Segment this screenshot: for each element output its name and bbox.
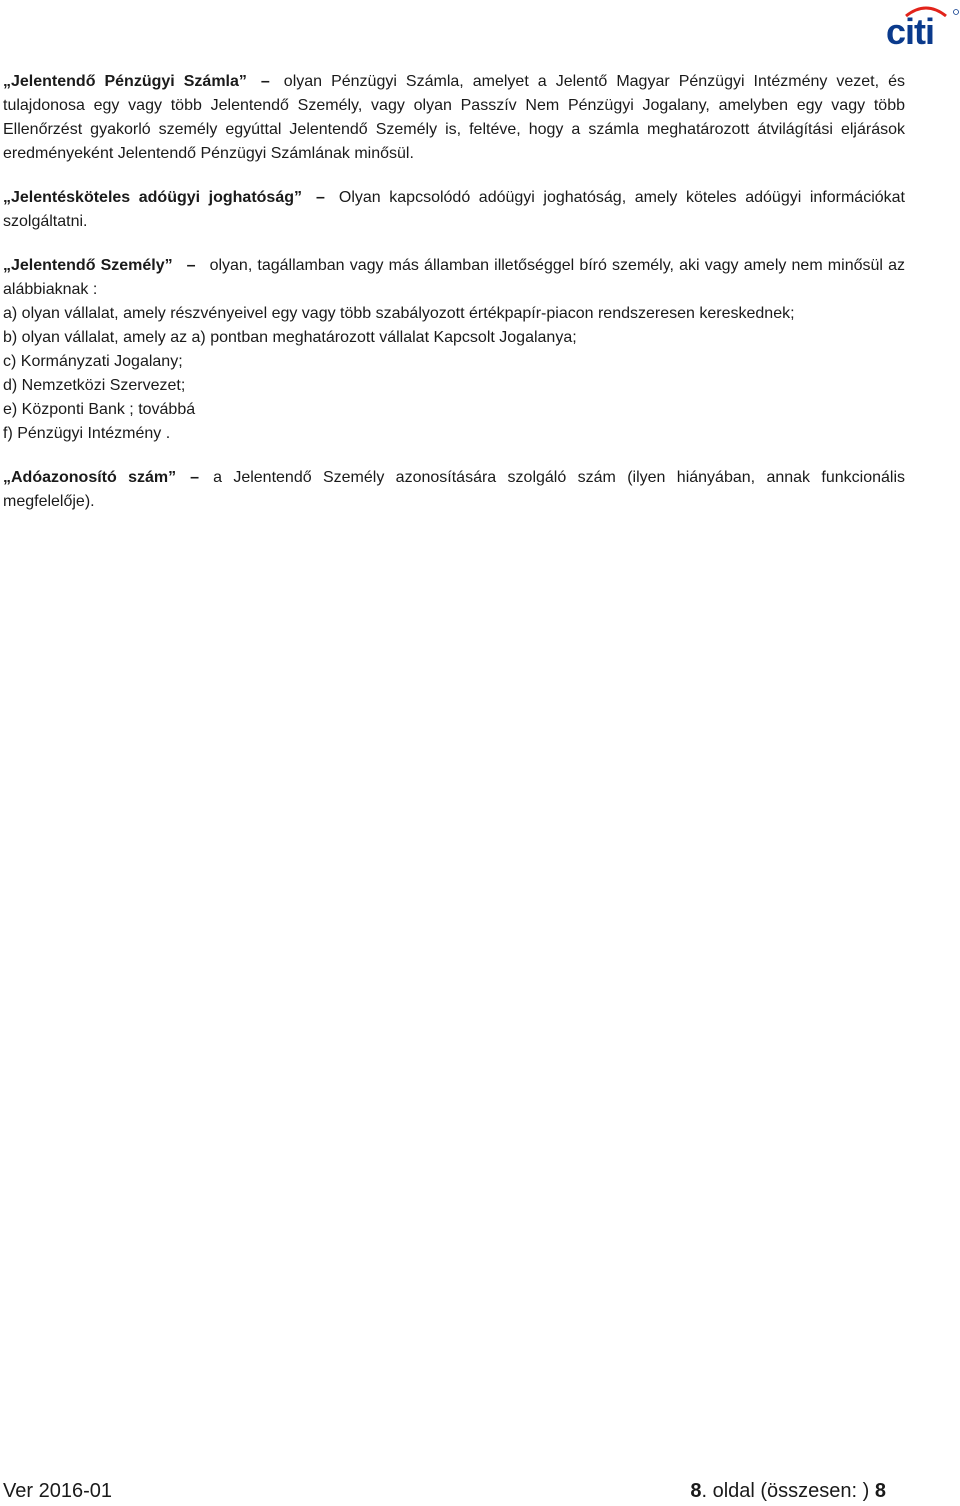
definition-dash: – <box>260 73 270 90</box>
list-item: c) Kormányzati Jogalany; <box>3 353 183 370</box>
list-item: b) olyan vállalat, amely az a) pontban meghatározott vállalat Kapcsolt Jogalanya; <box>3 329 577 346</box>
definition-dash: – <box>316 189 325 206</box>
definition-term: „Jelentendő Személy” <box>3 257 173 274</box>
definition-term: „Adóazonosító szám” <box>3 469 177 486</box>
footer-page-number <box>690 1480 886 1503</box>
footer-version: Ver 2016-01 <box>3 1480 112 1502</box>
definition-reportable-jurisdiction <box>3 186 905 234</box>
definition-dash: – <box>190 469 200 486</box>
total-pages: 8 <box>874 1480 886 1502</box>
definition-tax-id <box>3 466 905 514</box>
definition-text: Olyan kapcsolódó adóügyi joghatóság, amely köteles adóügyi információkat szolgáltatni. <box>3 189 905 230</box>
list-item: e) Központi Bank ; továbbá <box>3 401 196 418</box>
logo-text: citi <box>886 11 935 50</box>
list-item: a) olyan vállalat, amely részvényeivel egy vagy több szabályozott értékpapír-piacon rendszeresen kereskednek; <box>3 305 795 322</box>
current-page: 8 <box>690 1480 702 1502</box>
definition-dash: – <box>186 257 196 274</box>
exclusion-list <box>3 302 905 446</box>
citi-logo <box>884 2 960 50</box>
page-label: . oldal (összesen: ) <box>701 1480 870 1502</box>
definition-reportable-person <box>3 254 905 302</box>
list-item: f) Pénzügyi Intézmény . <box>3 425 171 442</box>
list-item: d) Nemzetközi Szervezet; <box>3 377 186 394</box>
document-body <box>3 70 905 534</box>
definition-text: olyan Pénzügyi Számla, amelyet a Jelentő Magyar Pénzügyi Intézmény vezet, és tulajdonosa egy vagy több Jelentendő Személy, vagy olyan Passzív Nem Pénzügyi Jogalany, amelyben egy vagy több Ellenőrzést gyakorló személy egyúttal Jelentendő Személy is, feltéve, hogy a számla meghatározott átvilágítási eljárások eredményeként Jelentendő Pénzügyi Számlának minősül. <box>3 73 905 162</box>
definition-text: olyan, tagállamban vagy más államban illetőséggel bíró személy, aki vagy amely nem minősül az alábbiaknak : <box>3 257 905 298</box>
definition-term: „Jelentendő Pénzügyi Számla” <box>3 73 247 90</box>
definition-reportable-person-block <box>3 254 905 446</box>
definition-reportable-account <box>3 70 905 166</box>
definition-text: a Jelentendő Személy azonosítására szolgáló szám (ilyen hiányában, annak funkcionális megfelelője). <box>3 469 906 510</box>
definition-term: „Jelentésköteles adóügyi joghatóság” <box>3 189 302 206</box>
